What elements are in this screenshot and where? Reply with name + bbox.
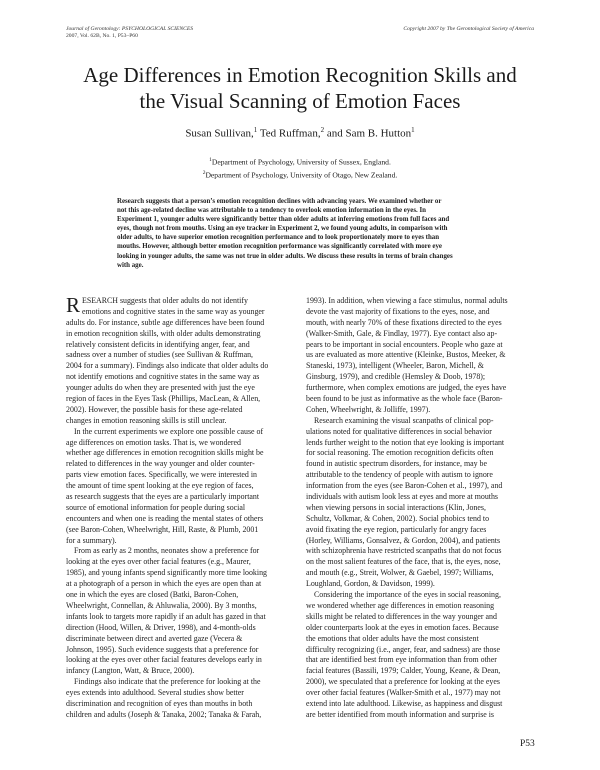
- text-line: on the most salient features of the face, that is, the eyes, nose,: [306, 557, 501, 567]
- text-line: Loughland, Gordon, & Davidson, 1999).: [306, 579, 435, 589]
- title-line-2: the Visual Scanning of Emotion Faces: [139, 89, 461, 113]
- text-line: looking at the eyes over other facial features (e.g., Maurer,: [66, 557, 251, 567]
- text-line: younger adults do when they are presented with just the eye: [66, 383, 255, 393]
- text-line: in emotion recognition skills, with older adults demonstrating: [66, 328, 261, 338]
- left-text-column: [66, 293, 306, 721]
- text-line: Considering the importance of the eyes in social reasoning,: [314, 590, 501, 600]
- abstract: [117, 197, 507, 270]
- author-affiliation-marker: 1: [411, 126, 415, 134]
- right-text-column: [306, 296, 546, 721]
- text-line: children and adults (Joseph & Tanaka, 2002; Tanaka & Farah,: [66, 709, 262, 719]
- text-line: devote the vast majority of fixations to the eyes, nose, and: [306, 306, 490, 316]
- author-affiliation-marker: 1: [253, 126, 258, 134]
- text-line: sadness over a number of studies (see Sullivan & Ruffman,: [66, 350, 254, 360]
- text-line: (Walker-Smith, Gale, & Findlay, 1977). Eye contact also ap-: [306, 328, 498, 338]
- author-name: Susan Sullivan,: [185, 127, 254, 140]
- text-line: Cohen, Wheelwright, & Jolliffe, 1997).: [306, 404, 431, 414]
- text-line: Wheelwright, Connellan, & Ahluwalia, 2000). By 3 months,: [66, 600, 257, 610]
- text-line: lends further weight to the notion that eye looking is important: [306, 437, 505, 447]
- text-line: mouth, with nearly 70% of these fixations directed to the eyes: [306, 317, 502, 327]
- text-line: related to differences in the way younger and older counter-: [66, 459, 255, 469]
- text-line: parts view emotion faces. Specifically, we were interested in: [66, 470, 257, 480]
- text-line: difficulty recognizing (i.e., anger, fear, and sadness) are those: [306, 644, 500, 654]
- text-line: Findings also indicate that the preference for looking at the: [74, 677, 261, 687]
- text-line: for social reasoning. The emotion recognition deficits often: [306, 448, 494, 458]
- abstract-line: mouths. However, although better emotion recognition performance was significantly correlated with more eye: [117, 243, 442, 251]
- text-line: attributable to the tendency of people with autism to ignore: [306, 470, 493, 480]
- text-line: for a summary).: [66, 535, 117, 545]
- journal-name: Journal of Gerontology: PSYCHOLOGICAL SCIENCES: [66, 26, 194, 32]
- text-line: with schizophrenia have restricted scanpaths that do not focus: [306, 546, 502, 556]
- text-line: 2002). However, the possible basis for these age-related: [66, 404, 243, 414]
- text-line: age differences on emotion tasks. That is, we wondered: [66, 437, 242, 447]
- author-name: Ted Ruffman,: [259, 127, 321, 140]
- text-line: direction (Hood, Willen, & Driver, 1998), and 4-month-olds: [66, 622, 256, 632]
- text-line: Johnson, 1995). Such evidence suggests that a preference for: [66, 644, 259, 654]
- text-line: us are evaluated as more attentive (Kleinke, Bustos, Meeker, &: [306, 350, 506, 360]
- text-line: found in autistic spectrum disorders, for instance, may be: [306, 459, 487, 469]
- text-line: ulations noted for qualitative differences in social behavior: [306, 426, 492, 436]
- text-line: skills might be related to differences in the way younger and: [306, 611, 497, 621]
- title-line-1: Age Differences in Emotion Recognition Skills and: [83, 63, 517, 87]
- text-line: relatively consistent deficits in identifying anger, fear, and: [66, 339, 250, 349]
- running-head: [66, 26, 534, 40]
- text-line: (see Baron-Cohen, Wheelwright, Hill, Raste, & Plumb, 2001: [66, 524, 259, 534]
- text-line: older counterparts look at the eyes in emotion faces. Because: [306, 622, 499, 632]
- text-line: at a photograph of a person in which the eyes are open than at: [66, 579, 262, 589]
- text-line: discrimination and recognition of eyes than mouths in both: [66, 698, 253, 708]
- text-line: individuals with autism look less at eyes and more at mouths: [306, 492, 498, 502]
- text-line: Research examining the visual scanpaths of clinical pop-: [314, 415, 494, 425]
- text-line: Staneski, 1973), intelligent (Wheeler, Baron, Michell, &: [306, 361, 484, 371]
- abstract-line: Experiment 1, younger adults were significantly better than older adults at inferring emotions from full faces and: [117, 216, 450, 224]
- journal-volume: 2007, Vol. 62B, No. 1, P53–P60: [66, 33, 138, 39]
- journal-citation: [66, 26, 193, 40]
- abstract-line: older adults, to have superior emotion recognition performance and to look proportionately more to eyes than: [117, 234, 440, 242]
- text-line: infancy (Langton, Watt, & Bruce, 2000).: [66, 666, 195, 676]
- text-line: as research suggests that the eyes are a particularly important: [66, 492, 260, 502]
- abstract-line: Research suggests that a person’s emotion recognition declines with advancing years. We examined whether or: [117, 198, 442, 205]
- text-line: over other facial features (Walker-Smith et al., 1977) may not: [306, 688, 501, 698]
- text-line: furthermore, when complex emotions are judged, the eyes have: [306, 383, 507, 393]
- text-line: when viewing persons in social interactions (Klin, Jones,: [306, 502, 486, 512]
- text-line: not identify emotions and cognitive states in the same way as: [66, 372, 260, 382]
- text-line: the amount of time spent looking at the eye region of faces,: [66, 481, 254, 491]
- text-line: pears to be important in social encounters. People who gaze at: [306, 339, 503, 349]
- abstract-line: not this age-related decline was attributable to a tendency to overlook emotion information in the eyes. In: [117, 207, 426, 215]
- text-line: information from the eyes (see Baron-Cohen et al., 1997), and: [306, 481, 503, 491]
- affiliation-line: $^2$Department of Psychology, University of Otago, New Zealand.: [202, 169, 398, 180]
- affiliations: [60, 155, 540, 180]
- text-line: facial features (Bassili, 1979; Calder, Young, Keane, & Dean,: [306, 666, 501, 676]
- text-line: the emotions that older adults have the most consistent: [306, 633, 479, 643]
- text-line: Ginsburg, 1979), and credible (Hemsley & Doob, 1978);: [306, 372, 486, 382]
- page-number: P53: [520, 739, 535, 749]
- author-list: [60, 126, 540, 140]
- text-line: extend into late adulthood. Likewise, as happiness and disgust: [306, 698, 503, 708]
- text-line: (Horley, Williams, Gonsalvez, & Gordon, 2004), and patients: [306, 535, 501, 545]
- text-line: 1985), and young infants spend significantly more time looking: [66, 568, 267, 578]
- text-line: In the current experiments we explore one possible cause of: [74, 426, 264, 436]
- text-line: adults do. For instance, subtle age differences have been found: [66, 317, 265, 327]
- text-line: avoid fixating the eye region, particularly for angry faces: [306, 524, 487, 534]
- text-line: changes in emotion reasoning skills is still unclear.: [66, 415, 227, 425]
- text-line: one in which the eyes are closed (Batki, Baron-Cohen,: [66, 590, 239, 600]
- abstract-line: looking in younger adults, the same was not true in older adults. We discuss these results in terms of brain changes: [117, 252, 453, 260]
- text-line-content: ESEARCH suggests that older adults do not identify: [82, 296, 248, 305]
- text-line: that are identified best from eye information than from other: [306, 655, 497, 665]
- text-line: 2000), we speculated that a preference for looking at the eyes: [306, 677, 500, 687]
- text-line: 1993). In addition, when viewing a face stimulus, normal adults: [306, 296, 508, 305]
- copyright-notice: Copyright 2007 by The Gerontological Society of America: [403, 26, 534, 32]
- text-line: discriminate between direct and averted gaze (Vecera &: [66, 633, 243, 643]
- text-line: emotions and cognitive states in the same way as younger: [82, 306, 265, 316]
- abstract-line: with age.: [117, 261, 144, 269]
- text-line: source of emotional information for people during social: [66, 502, 246, 512]
- text-line: eyes extends into adulthood. Several studies show better: [66, 688, 244, 698]
- text-line: From as early as 2 months, neonates show a preference for: [74, 546, 260, 556]
- text-line: encounters and when one is reading the mental states of others: [66, 513, 264, 523]
- text-line: whether age differences in emotion recognition skills might be: [66, 448, 264, 458]
- drop-cap: R: [66, 293, 81, 317]
- affiliation-line: $^1$Department of Psychology, University of Sussex, England.: [209, 157, 391, 167]
- text-line: Schultz, Volkmar, & Cohen, 2002). Social phobics tend to: [306, 513, 490, 523]
- text-line: we wondered whether age differences in emotion reasoning: [306, 600, 495, 610]
- text-line: are better identified from mouth information and surprise is: [306, 709, 495, 719]
- text-line: looking at the eyes over other facial features develops early in: [66, 655, 262, 665]
- author-affiliation-marker: 2: [320, 126, 325, 134]
- text-line: 2004 for a summary). Findings also indicate that older adults do: [66, 361, 269, 371]
- text-line: and mouth (e.g., Streit, Wolwer, & Gaebel, 1997; Williams,: [306, 568, 494, 578]
- article-title: [60, 62, 540, 114]
- text-line: been found to be just as informative as the whole face (Baron-: [306, 394, 503, 404]
- abstract-line: eyes, though not from mouths. Using an eye tracker in Experiment 2, we found young adults, in comparison with: [117, 225, 448, 233]
- author-name: and Sam B. Hutton: [326, 127, 412, 140]
- text-line: region of faces in the Eyes Task (Phillips, MacLean, & Allen,: [66, 394, 261, 404]
- text-line: infants look to targets more rapidly if an adult has gazed in that: [66, 611, 266, 621]
